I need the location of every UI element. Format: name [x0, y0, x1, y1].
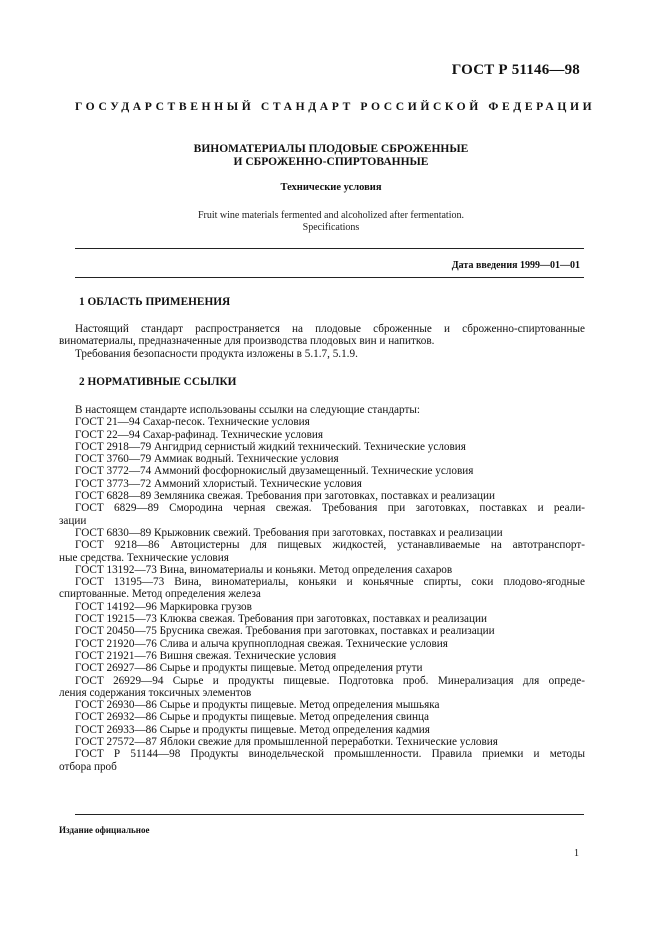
- reference-list-c: [59, 699, 585, 748]
- reference-26929-line-2: ления содержания токсичных элементов: [59, 686, 252, 699]
- reference-13195-line-1: ГОСТ 13195—73 Вина, виноматериалы, коньяки и коньячные спирты, соки плодово-ягодные: [75, 576, 585, 589]
- reference-6829-line-1: ГОСТ 6829—89 Смородина черная свежая. Требования при заготовках, поставках и реали-: [75, 502, 585, 515]
- reference-item: ГОСТ 14192—96 Маркировка грузов: [75, 600, 252, 613]
- reference-item: ГОСТ 20450—75 Брусника свежая. Требования при заготовках, поставках и реализации: [75, 625, 495, 638]
- reference-6830: ГОСТ 6830—89 Крыжовник свежий. Требования при заготовках, поставках и реализации: [75, 526, 503, 539]
- reference-item: ГОСТ 27572—87 Яблоки свежие для промышленной переработки. Технические условия: [75, 736, 498, 749]
- section-2-intro: В настоящем стандарте использованы ссылки на следующие стандарты:: [75, 404, 420, 416]
- section-1-para-2: Требования безопасности продукта изложены в 5.1.7, 5.1.9.: [75, 347, 358, 360]
- page-number: 1: [574, 848, 579, 859]
- reference-51144-line-1: ГОСТ Р 51144—98 Продукты винодельческой промышленности. Правила приемки и методы: [75, 748, 585, 761]
- reference-51144-line-2: отбора проб: [59, 760, 117, 773]
- english-title-line-2: Specifications: [302, 222, 360, 233]
- footer-divider: [75, 814, 584, 815]
- top-divider: [75, 248, 584, 249]
- title-line-1: ВИНОМАТЕРИАЛЫ ПЛОДОВЫЕ СБРОЖЕННЫЕ: [193, 143, 469, 155]
- reference-item: ГОСТ 3772—74 Аммоний фосфорнокислый двузамещенный. Технические условия: [75, 465, 474, 478]
- reference-9218-line-1: ГОСТ 9218—86 Автоцистерны для пищевых жидкостей, устанавливаемые на автотранспорт-: [75, 539, 585, 552]
- english-title: [75, 210, 587, 234]
- reference-item: ГОСТ 21921—76 Вишня свежая. Технические условия: [75, 649, 337, 662]
- section-1-body: [59, 323, 585, 360]
- reference-item: ГОСТ 6828—89 Земляника свежая. Требования при заготовках, поставках и реализации: [75, 490, 495, 503]
- reference-item: ГОСТ 2918—79 Ангидрид сернистый жидкий технический. Технические условия: [75, 440, 466, 453]
- introduction-date: Дата введения 1999—01—01: [451, 260, 580, 271]
- edition-note: Издание официальное: [59, 825, 150, 835]
- reference-item: ГОСТ 26927—86 Сырье и продукты пищевые. Метод определения ртути: [75, 662, 423, 675]
- reference-item: ГОСТ 26932—86 Сырье и продукты пищевые. Метод определения свинца: [75, 711, 429, 724]
- reference-list-a: [59, 416, 585, 502]
- document-subtitle: Технические условия: [280, 182, 382, 193]
- section-2-body: [59, 404, 585, 773]
- reference-item: ГОСТ 3760—79 Аммиак водный. Технические условия: [75, 453, 339, 466]
- reference-6829-line-2: зации: [59, 514, 87, 527]
- section-2-heading: 2 НОРМАТИВНЫЕ ССЫЛКИ: [79, 376, 237, 388]
- document-number: ГОСТ Р 51146—98: [451, 62, 580, 78]
- section-1-heading: 1 ОБЛАСТЬ ПРИМЕНЕНИЯ: [79, 296, 231, 308]
- title-line-2: И СБРОЖЕННО-СПИРТОВАННЫЕ: [233, 156, 429, 168]
- reference-item: ГОСТ 26930—86 Сырье и продукты пищевые. Метод определения мышьяка: [75, 699, 440, 712]
- reference-9218-line-2: ные средства. Технические условия: [59, 551, 229, 564]
- reference-13192: ГОСТ 13192—73 Вина, виноматериалы и коньяки. Метод определения сахаров: [75, 563, 453, 576]
- reference-13195-line-2: спиртованные. Метод определения железа: [59, 588, 261, 601]
- reference-list-b: [59, 601, 585, 675]
- date-divider: [75, 277, 584, 278]
- reference-item: ГОСТ 19215—73 Клюква свежая. Требования при заготовках, поставках и реализации: [75, 613, 487, 626]
- document-title: [75, 143, 587, 169]
- reference-26929-line-1: ГОСТ 26929—94 Сырье и продукты пищевые. Подготовка проб. Минерализация для опреде-: [75, 674, 585, 687]
- reference-item: ГОСТ 21920—76 Слива и алыча крупноплодная свежая. Технические условия: [75, 637, 448, 650]
- section-1-para-1-line-2: виноматериалы, предназначенные для производства плодовых вин и напитков.: [59, 335, 435, 348]
- reference-item: ГОСТ 22—94 Сахар-рафинад. Технические условия: [75, 428, 324, 441]
- reference-item: ГОСТ 3773—72 Аммоний хлористый. Технические условия: [75, 477, 362, 490]
- reference-item: ГОСТ 26933—86 Сырье и продукты пищевые. Метод определения кадмия: [75, 723, 430, 736]
- reference-item: ГОСТ 21—94 Сахар-песок. Технические условия: [75, 416, 310, 429]
- state-standard-heading: ГОСУДАРСТВЕННЫЙ СТАНДАРТ РОССИЙСКОЙ ФЕДЕРАЦИИ: [75, 100, 596, 113]
- section-1-para-1-line-1: Настоящий стандарт распространяется на плодовые сброженные и сброженно-спиртованные: [75, 323, 585, 335]
- english-title-line-1: Fruit wine materials fermented and alcoholized after fermentation.: [197, 210, 464, 221]
